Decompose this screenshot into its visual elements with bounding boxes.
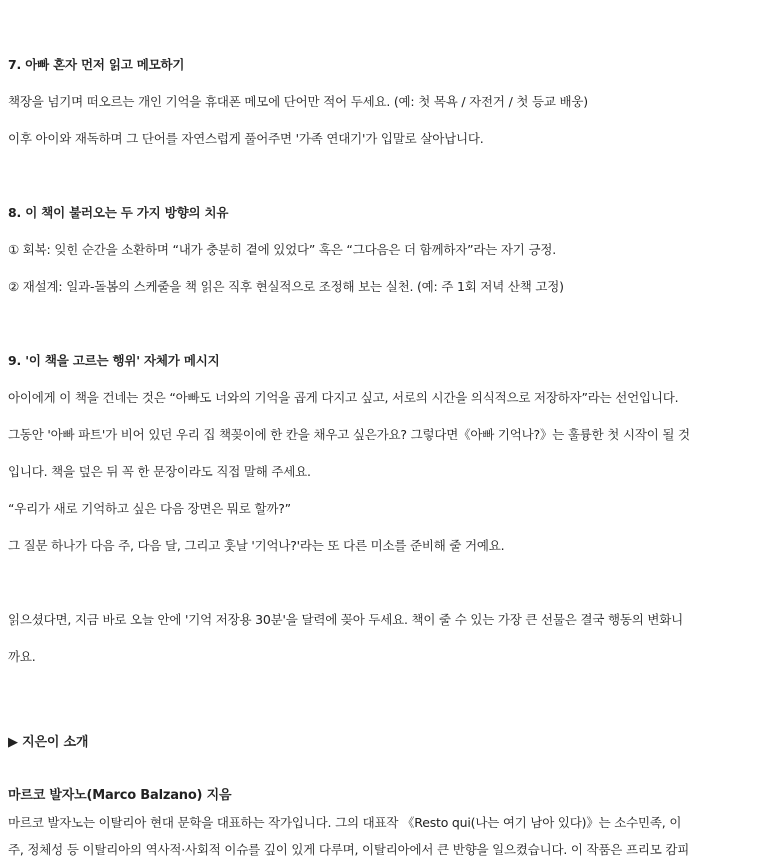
- author-bio-line-1: 마르코 발자노는 이탈리아 현대 문학을 대표하는 작가입니다. 그의 대표작 《Resto qui(나는 여기 남아 있다)》는 소수민족, 이: [8, 815, 682, 830]
- section-9-paragraph-2: 그동안 '아빠 파트'가 비어 있던 우리 집 책꽂이에 한 칸을 채우고 싶은가요? 그렇다면《아빠 기억나?》는 훌륭한 첫 시작이 될 것: [8, 427, 690, 442]
- section-7-paragraph-1: 책장을 넘기며 떠오르는 개인 기억을 휴대폰 메모에 단어만 적어 두세요. (예: 첫 목욕 / 자전거 / 첫 등교 배웅): [8, 94, 588, 109]
- closing-paragraph-line-1: 읽으셨다면, 지금 바로 오늘 안에 '기억 저장용 30분'을 달력에 꽂아 두세요. 책이 줄 수 있는 가장 큰 선물은 결국 행동의 변화니: [8, 612, 683, 627]
- section-9-paragraph-3: 입니다. 책을 덮은 뒤 꼭 한 문장이라도 직접 말해 주세요.: [8, 464, 311, 479]
- author-intro-heading: ▶ 지은이 소개: [8, 735, 89, 750]
- section-9-heading: 9. '이 책을 고르는 행위' 자체가 메시지: [8, 353, 220, 368]
- section-9-quote: “우리가 새로 기억하고 싶은 다음 장면은 뭐로 할까?”: [8, 501, 291, 516]
- closing-paragraph-line-2: 까요.: [8, 649, 36, 664]
- section-7-heading: 7. 아빠 혼자 먼저 읽고 메모하기: [8, 57, 185, 72]
- section-8-heading: 8. 이 책이 불러오는 두 가지 방향의 치유: [8, 205, 229, 220]
- section-7-paragraph-2: 이후 아이와 재독하며 그 단어를 자연스럽게 풀어주면 '가족 연대기'가 입말로 살아납니다.: [8, 131, 484, 146]
- section-9-paragraph-1: 아이에게 이 책을 건네는 것은 “아빠도 너와의 기억을 곱게 다지고 싶고, 서로의 시간을 의식적으로 저장하자”라는 선언입니다.: [8, 390, 679, 405]
- author-bio-line-2: 주, 정체성 등 이탈리아의 역사적·사회적 이슈를 깊이 있게 다루며, 이탈리아에서 큰 반향을 일으켰습니다. 이 작품은 프리모 캄피: [8, 842, 690, 857]
- section-8-paragraph-2: ② 재설계: 일과-돌봄의 스케줄을 책 읽은 직후 현실적으로 조정해 보는 실천. (예: 주 1회 저녁 산책 고정): [8, 279, 564, 294]
- author-name-line: 마르코 발자노(Marco Balzano) 지음: [8, 788, 232, 803]
- section-8-paragraph-1: ① 회복: 잊힌 순간을 소환하며 “내가 충분히 곁에 있었다” 혹은 “그다음은 더 함께하자”라는 자기 긍정.: [8, 242, 556, 257]
- section-9-paragraph-5: 그 질문 하나가 다음 주, 다음 달, 그리고 훗날 '기억나?'라는 또 다른 미소를 준비해 줄 거예요.: [8, 538, 505, 553]
